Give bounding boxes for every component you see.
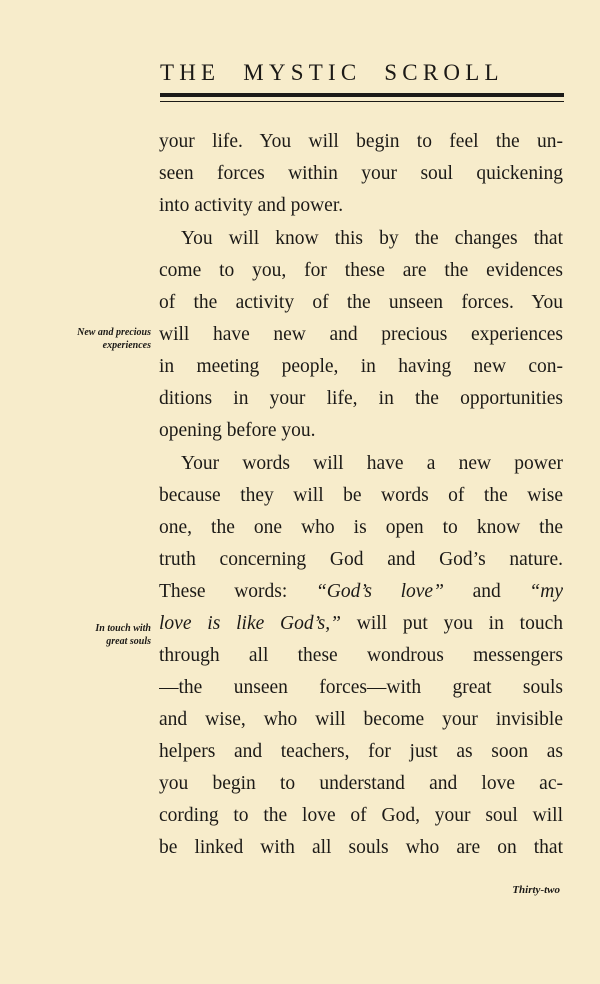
running-head-title: THE MYSTIC SCROLL [160, 60, 504, 85]
text-line: come to you, for these are the evidences [159, 260, 563, 281]
italic-quote: love is like God’s,” [159, 613, 341, 634]
margin-note [77, 326, 151, 352]
text-line: opening before you. [159, 420, 316, 441]
text-line: you begin to understand and love ac- [159, 773, 563, 794]
text-line: be linked with all souls who are on that [159, 837, 563, 858]
text-line: will have new and precious experiences [159, 324, 563, 345]
text-line: because they will be words of the wise [159, 485, 563, 506]
text-line: through all these wondrous messengers [159, 645, 563, 666]
text-line [159, 612, 563, 636]
text-line: of the activity of the unseen forces. You [159, 292, 563, 313]
text-segment: and [472, 581, 530, 602]
text-line: —the unseen forces—with great souls [159, 677, 563, 698]
margin-note-line: In touch with [95, 623, 151, 634]
margin-note-line: experiences [102, 340, 151, 351]
text-line: seen forces within your soul quickening [159, 163, 563, 184]
text-line: and wise, who will become your invisible [159, 709, 563, 730]
italic-quote: “God’s love” [315, 581, 444, 602]
text-line: one, the one who is open to know the [159, 517, 563, 538]
text-line: helpers and teachers, for just as soon as [159, 741, 563, 762]
italic-quote: “my [529, 581, 563, 602]
text-line: ditions in your life, in the opportunities [159, 388, 563, 409]
margin-note-line: New and precious [77, 327, 151, 338]
text-line: your life. You will begin to feel the un- [159, 131, 563, 152]
text-line: truth concerning God and God’s nature. [159, 549, 563, 570]
text-line: cording to the love of God, your soul will [159, 805, 563, 826]
header-rule-thick [160, 93, 564, 97]
text-line [159, 580, 563, 604]
header-rule-thin [160, 101, 564, 102]
text-line: Your words will have a new power [181, 453, 563, 474]
margin-note-line: great souls [106, 636, 151, 647]
margin-note [95, 622, 151, 648]
text-segment: will put you in touch [356, 613, 563, 634]
text-line: You will know this by the changes that [181, 228, 563, 249]
text-line: in meeting people, in having new con- [159, 356, 563, 377]
text-line: into activity and power. [159, 195, 344, 216]
text-segment: These words: [159, 581, 316, 602]
page-number: Thirty-two [512, 884, 560, 896]
